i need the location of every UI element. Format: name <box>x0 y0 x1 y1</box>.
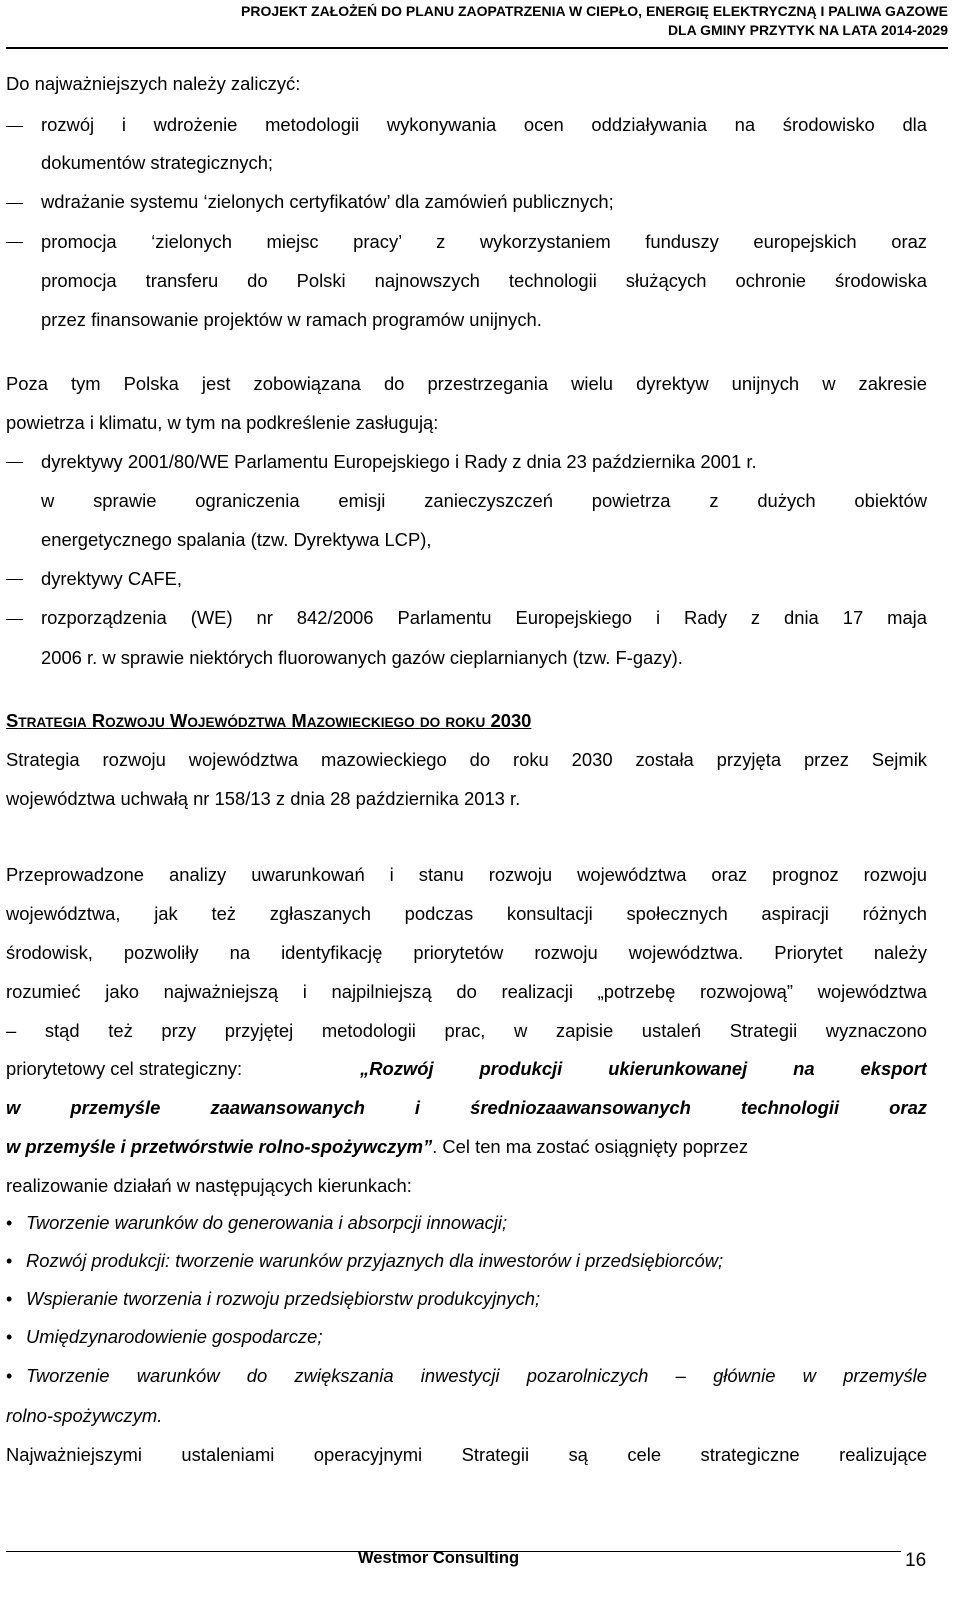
para3-line1: Przeprowadzone analizy uwarunkowań i stanu rozwoju województwa oraz prognoz rozwoju <box>6 864 927 885</box>
bullet-item-3: Wspieranie tworzenia i rozwoju przedsiębiorstw produkcyjnych; <box>26 1288 541 1309</box>
bullet-item-5: Tworzenie warunków do zwiększania inwestycji pozarolniczych – głównie w przemyśle <box>26 1365 927 1386</box>
para3-line8: w przemyśle i przetwórstwie rolno-spożywczym”. Cel ten ma zostać osiągnięty poprzez <box>6 1136 749 1157</box>
dash-marker <box>6 579 23 580</box>
para3-line6-bold: „Rozwój produkcji ukierunkowanej na eksport <box>360 1058 927 1079</box>
list2-item3-line2: 2006 r. w sprawie niektórych fluorowanych gazów cieplarnianych (tzw. F-gazy). <box>41 647 683 668</box>
para3-line3: środowisk, pozwoliły na identyfikację priorytetów rozwoju województwa. Priorytet należy <box>6 942 927 963</box>
footer-company: Westmor Consulting <box>358 1549 520 1567</box>
header-line-2: DLA GMINY PRZYTYK NA LATA 2014-2029 <box>667 22 948 38</box>
dash-marker <box>6 462 23 463</box>
para3-line9: realizowanie działań w następujących kierunkach: <box>6 1175 412 1196</box>
list2-item2: dyrektywy CAFE, <box>41 568 183 589</box>
intro-text: Do najważniejszych należy zaliczyć: <box>6 73 301 94</box>
para1-line2: powietrza i klimatu, w tym na podkreślenie zasługują: <box>6 412 439 433</box>
para1-line1: Poza tym Polska jest zobowiązana do przestrzegania wielu dyrektyw unijnych w zakresie <box>6 373 927 394</box>
list2-item3-line1: rozporządzenia (WE) nr 842/2006 Parlamentu Europejskiego i Rady z dnia 17 maja <box>41 607 927 628</box>
para3-line2: województwa, jak też zgłaszanych podczas konsultacji społecznych aspiracji różnych <box>6 903 927 924</box>
dash-marker <box>6 203 23 204</box>
list1-item1-line1: rozwój i wdrożenie metodologii wykonywania ocen oddziaływania na środowisko dla <box>41 114 927 135</box>
bullet-marker: • <box>6 1327 13 1347</box>
list2-item1-line2: w sprawie ograniczenia emisji zanieczyszczeń powietrza z dużych obiektów <box>41 490 927 511</box>
para2-line2: województwa uchwałą nr 158/13 z dnia 28 października 2013 r. <box>6 788 521 809</box>
bullet-item-1: Tworzenie warunków do generowania i absorpcji innowacji; <box>26 1212 508 1233</box>
list1-item3-line1: promocja ‘zielonych miejsc pracy’ z wykorzystaniem funduszy europejskich oraz <box>41 231 927 252</box>
para2-line1: Strategia rozwoju województwa mazowieckiego do roku 2030 została przyjęta przez Sejmik <box>6 749 927 770</box>
bullet-marker: • <box>6 1366 13 1386</box>
bullet-marker: • <box>6 1251 13 1271</box>
list2-item1-line3: energetycznego spalania (tzw. Dyrektywa LCP), <box>41 529 432 550</box>
dash-marker <box>6 126 23 127</box>
header-rule <box>6 47 948 49</box>
bullet-item-2: Rozwój produkcji: tworzenie warunków przyjaznych dla inwestorów i przedsiębiorców; <box>26 1250 724 1271</box>
list1-item1-line2: dokumentów strategicznych; <box>41 152 274 173</box>
para3-line4: rozumieć jako najważniejszą i najpilniejszą do realizacji „potrzebę rozwojową” województwa <box>6 981 927 1002</box>
para3-line6-plain: priorytetowy cel strategiczny: <box>6 1058 243 1079</box>
para3-line5: – stąd też przy przyjętej metodologii prac, w zapisie ustaleń Strategii wyznaczono <box>6 1020 927 1041</box>
bullet-marker: • <box>6 1213 13 1233</box>
bullet-item-5-cont: rolno-spożywczym. <box>6 1405 163 1426</box>
header-line-1: PROJEKT ZAŁOŻEŃ DO PLANU ZAOPATRZENIA W CIEPŁO, ENERGIĘ ELEKTRYCZNĄ I PALIWA GAZOWE <box>241 3 948 19</box>
list1-item2: wdrażanie systemu ‘zielonych certyfikatów’ dla zamówień publicznych; <box>41 191 614 212</box>
para3-line7: w przemyśle zaawansowanych i średniozaawansowanych technologii oraz <box>6 1097 927 1118</box>
list1-item3-line2: promocja transferu do Polski najnowszych technologii służących ochronie środowiska <box>41 270 927 291</box>
section-heading: STRATEGIA ROZWOJU WOJEWÓDZTWA MAZOWIECKIEGO DO ROKU 2030 <box>6 710 532 731</box>
list2-item1-line1: dyrektywy 2001/80/WE Parlamentu Europejskiego i Rady z dnia 23 października 2001 r. <box>41 451 757 472</box>
list1-item3-line3: przez finansowanie projektów w ramach programów unijnych. <box>41 309 542 330</box>
bullet-item-4: Umiędzynarodowienie gospodarcze; <box>26 1326 323 1347</box>
dash-marker <box>6 619 23 620</box>
page-number: 16 <box>905 1550 927 1571</box>
para4-line1: Najważniejszymi ustaleniami operacyjnymi Strategii są cele strategiczne realizujące <box>6 1444 927 1465</box>
dash-marker <box>6 242 23 243</box>
bullet-marker: • <box>6 1289 13 1309</box>
